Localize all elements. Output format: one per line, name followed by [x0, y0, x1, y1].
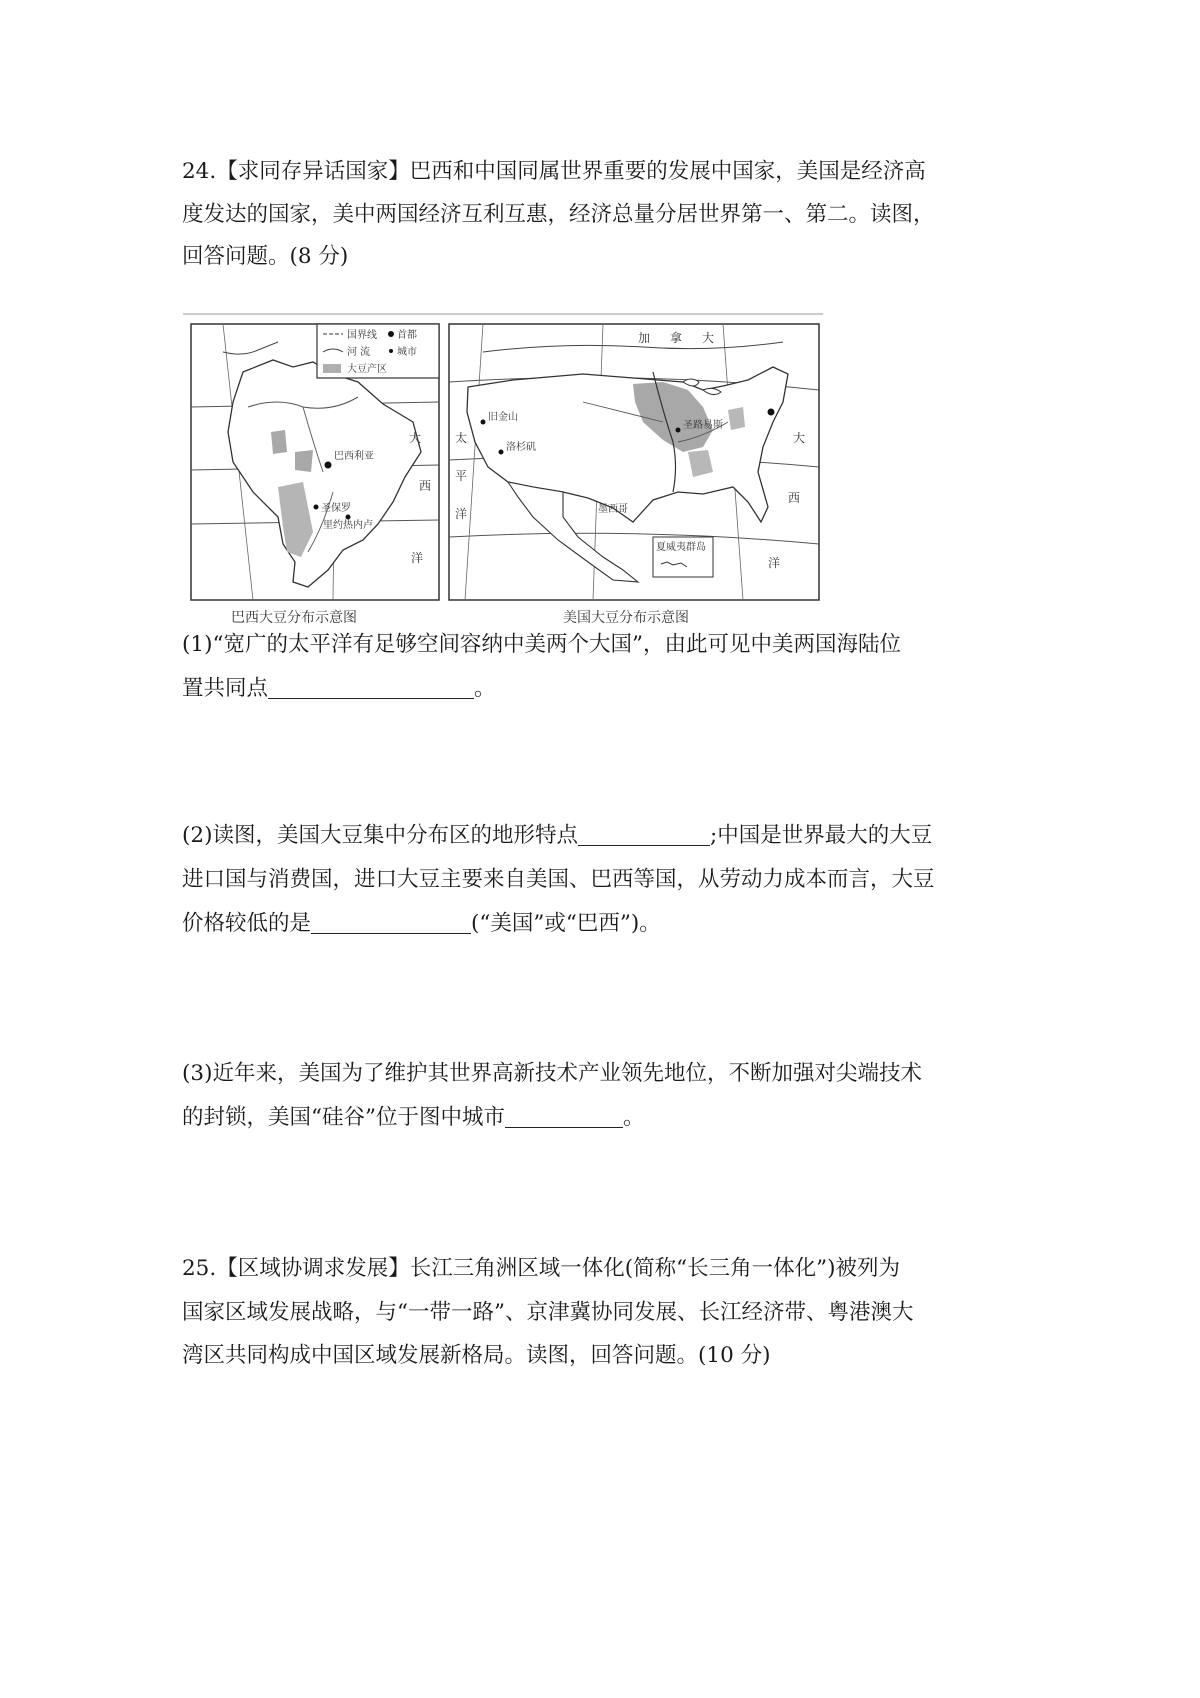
brazil-soy-area: [271, 430, 287, 454]
pacific-label: 太: [455, 431, 468, 445]
legend-soy-swatch: [323, 364, 341, 373]
q25-line-3: 湾区共同构成中国区域发展新格局。读图，回答问题。(10 分): [182, 1343, 771, 1368]
usa-map-caption: 美国大豆分布示意图: [563, 610, 689, 626]
q1-line-1: (1)“宽广的太平洋有足够空间容纳中美两个大国”，由此可见中美两国海陆位: [182, 632, 901, 657]
brazil-soy-area: [295, 450, 313, 472]
legend-border-label: 国界线: [347, 330, 377, 341]
q24-line-2: 度发达的国家，美中两国经济互利互惠，经济总量分居世界第一、第二。读图，: [182, 202, 935, 227]
legend-city-label: 城市: [397, 347, 417, 358]
q2-line-3-text-b: (“美国”或“巴西”)。: [471, 911, 661, 936]
city-marker-icon: [346, 515, 351, 520]
brazil-ocean-label: 洋: [411, 551, 424, 565]
usa-city-label: 旧金山: [488, 412, 518, 423]
q1-line-2: [182, 674, 496, 704]
canada-label: 加: [638, 331, 651, 345]
legend-capital-label: 首都: [397, 330, 417, 341]
usa-soy-area: [728, 407, 745, 430]
hawaii-inset-label: 夏威夷群岛: [656, 542, 706, 553]
q1-line-2-end: 。: [474, 676, 496, 701]
brazil-ocean-label: 大: [409, 431, 422, 445]
q24-line-1: 24.【求同存异话国家】巴西和中国同属世界重要的发展中国家，美国是经济高: [182, 159, 926, 184]
brazil-city-label: 巴西利亚: [334, 451, 374, 462]
capital-brasilia-icon: [325, 462, 332, 469]
pacific-label: 平: [455, 469, 468, 483]
gulf-label: 墨西哥: [598, 504, 628, 515]
legend-soy-label: 大豆产区: [347, 364, 387, 375]
q24-line-3: 回答问题。(8 分): [182, 244, 349, 269]
soybean-distribution-maps: [183, 312, 823, 652]
brazil-ocean-label: 西: [419, 479, 432, 493]
brazil-map-caption: 巴西大豆分布示意图: [231, 610, 357, 626]
q2-line-2: 进口国与消费国，进口大豆主要来自美国、巴西等国，从劳动力成本而言，大豆: [182, 867, 935, 892]
atlantic-label: 西: [788, 491, 801, 505]
q25-line-2: 国家区域发展战略，与“一带一路”、京津冀协同发展、长江经济带、粤港澳大: [182, 1300, 914, 1325]
city-marker-icon: [314, 505, 319, 510]
capital-washington-icon: [768, 409, 775, 416]
q2-country-answer-blank[interactable]: [311, 911, 471, 934]
q1-answer-blank[interactable]: [268, 676, 474, 699]
brazil-map: [191, 324, 439, 626]
q2-line-1-text-b: ;中国是世界最大的大豆: [709, 823, 933, 848]
city-marker-icon: [481, 420, 486, 425]
brazil-outline: [228, 360, 424, 587]
brazil-city-label: 里约热内卢: [323, 520, 373, 531]
canada-label: 大: [702, 331, 715, 345]
map-legend: [317, 324, 439, 378]
q3-line-2: [182, 1103, 645, 1133]
q2-line-3: [182, 909, 661, 939]
q2-line-1-text-a: (2)读图，美国大豆集中分布区的地形特点: [182, 823, 578, 848]
q3-line-2-end: 。: [623, 1105, 645, 1130]
q3-line-2-text: 的封锁，美国“硅谷”位于图中城市: [182, 1105, 505, 1130]
q2-line-1: [182, 821, 932, 851]
q25-line-1: 25.【区域协调求发展】长江三角洲区域一体化(简称“长三角一体化”)被列为: [182, 1256, 900, 1281]
q2-line-3-text-a: 价格较低的是: [182, 911, 312, 936]
usa-city-label: 洛杉矶: [506, 442, 536, 453]
pacific-label: 洋: [455, 507, 468, 521]
legend-river-label: 河 流: [347, 347, 371, 358]
q3-line-1: (3)近年来，美国为了维护其世界高新技术产业领先地位，不断加强对尖端技术: [182, 1061, 922, 1086]
usa-city-label: 圣路易斯: [683, 420, 723, 431]
atlantic-label: 大: [793, 431, 806, 445]
legend-city-icon: [389, 349, 393, 353]
q1-line-2-text: 置共同点: [182, 676, 269, 701]
city-marker-icon: [499, 450, 504, 455]
q3-answer-blank[interactable]: [505, 1105, 623, 1128]
brazil-city-label: 圣保罗: [321, 503, 351, 514]
q2-terrain-answer-blank[interactable]: [578, 823, 710, 846]
canada-label: 拿: [670, 331, 683, 345]
city-marker-icon: [676, 428, 681, 433]
legend-capital-icon: [388, 331, 394, 337]
usa-map: [449, 324, 819, 626]
atlantic-label: 洋: [768, 556, 781, 570]
